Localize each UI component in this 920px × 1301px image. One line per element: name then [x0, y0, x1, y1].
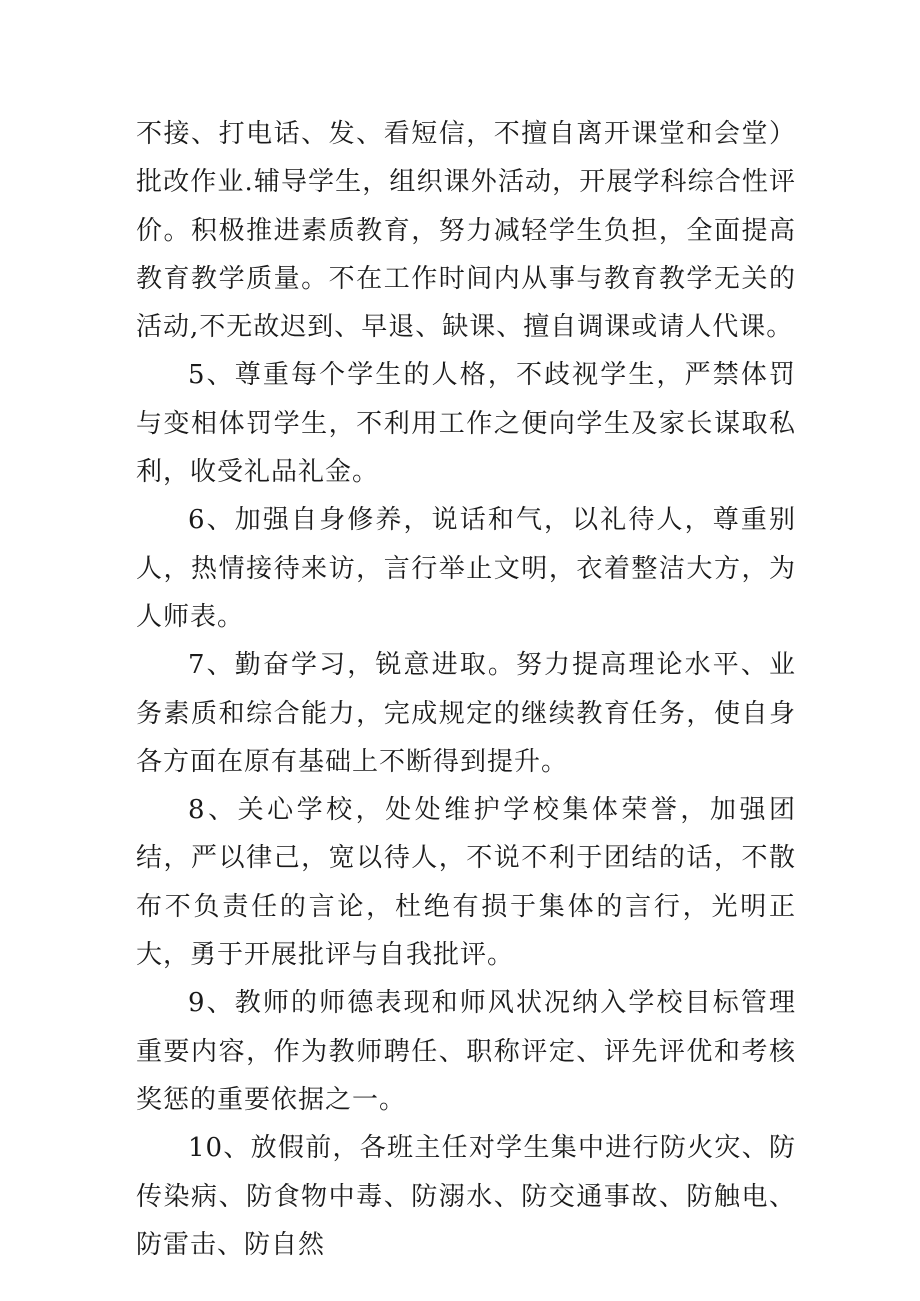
paragraph-item-5: 5、尊重每个学生的人格，不歧视学生，严禁体罚与变相体罚学生，不利用工作之便向学生及家长谋取私利，收受礼品礼金。 — [136, 360, 796, 488]
paragraph-continuation: 不接、打电话、发、看短信，不擅自离开课堂和会堂）批改作业.辅导学生，组织课外活动，开展学科综合性评价。积极推进素质教育，努力减轻学生负担，全面提高教育教学质量。不在工作时间内从事与教育教学无关的活动,不无故迟到、早退、缺课、擅自调课或请人代课。 — [136, 119, 796, 343]
paragraph-item-8: 8、关心学校，处处维护学校集体荣誉，加强团结，严以律己，宽以待人，不说不利于团结的话，不散布不负责任的言论，杜绝有损于集体的言行，光明正大，勇于开展批评与自我批评。 — [136, 795, 796, 971]
document-body — [136, 110, 796, 1269]
paragraph-item-7: 7、勤奋学习，锐意进取。努力提高理论水平、业务素质和综合能力，完成规定的继续教育任务，使自身各方面在原有基础上不断得到提升。 — [136, 650, 796, 777]
paragraph-item-10: 10、放假前，各班主任对学生集中进行防火灾、防传染病、防食物中毒、防溺水、防交通事故、防触电、防雷击、防自然 — [136, 1133, 796, 1260]
paragraph-item-6: 6、加强自身修养，说话和气，以礼待人，尊重别人，热情接待来访，言行举止文明，衣着整洁大方，为人师表。 — [136, 505, 796, 632]
paragraph-item-9: 9、教师的师德表现和师风状况纳入学校目标管理重要内容，作为教师聘任、职称评定、评先评优和考核奖惩的重要依据之一。 — [136, 988, 796, 1115]
